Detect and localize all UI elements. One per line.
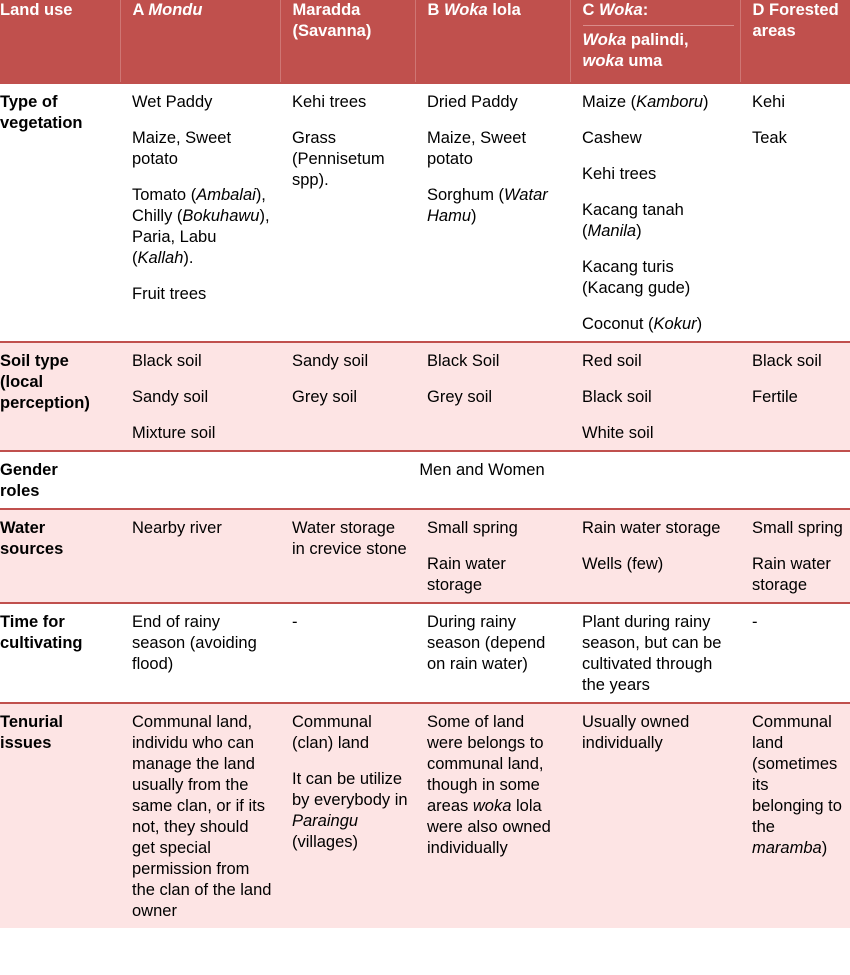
row-water	[0, 509, 850, 603]
cell-vegetation-maradda: Kehi trees Grass (Pennisetum spp).	[292, 93, 385, 189]
cell-tenure-maradda: Communal (clan) land It can be utilize by everybody in Paraingu (villages)	[292, 713, 408, 851]
header-row	[0, 0, 850, 83]
header-forested-areas: D Forested areas	[752, 1, 839, 40]
row-label-tenure: Tenurial issues	[0, 713, 63, 752]
cell-tenure-woka-lola: Some of land were belongs to communal land, though in some areas woka lola were also owned individually	[427, 713, 551, 857]
cell-time-woka: Plant during rainy season, but can be cultivated through the years	[582, 613, 722, 694]
cell-tenure-woka: Usually owned individually	[582, 713, 690, 752]
cell-water-woka-lola: Small spring Rain water storage	[427, 519, 518, 594]
header-woka: C Woka: Woka palindi, woka uma	[570, 0, 740, 83]
row-label-vegetation: Type of vegetation	[0, 93, 83, 132]
row-label-gender: Gender roles	[0, 461, 58, 500]
cell-soil-woka: Red soil Black soil White soil	[582, 352, 654, 442]
cell-vegetation-woka: Maize (Kamboru) Cashew Kehi trees Kacang tanah (Manila) Kacang turis (Kacang gude) Coconut (Kokur)	[582, 93, 709, 333]
cell-soil-woka-lola: Black Soil Grey soil	[427, 352, 500, 406]
cell-soil-forested: Black soil Fertile	[752, 352, 822, 406]
header-maradda: Maradda (Savanna)	[280, 0, 415, 83]
header-woka-subtitle: Woka palindi, woka uma	[583, 25, 734, 72]
cell-soil-mondu: Black soil Sandy soil Mixture soil	[132, 352, 216, 442]
cell-time-woka-lola: During rainy season (depend on rain water)	[427, 613, 546, 673]
cell-water-forested: Small spring Rain water storage	[752, 519, 843, 594]
header-woka-lola: B Woka lola	[415, 0, 570, 83]
row-time	[0, 603, 850, 703]
cell-vegetation-woka-lola: Dried Paddy Maize, Sweet potato Sorghum (Watar Hamu)	[427, 93, 548, 225]
cell-tenure-forested: Communal land (sometimes its belonging to the maramba)	[752, 713, 842, 857]
row-label-water: Water sources	[0, 519, 64, 558]
cell-vegetation-mondu: Wet Paddy Maize, Sweet potato Tomato (Ambalai), Chilly (Bokuhawu), Paria, Labu (Kallah). Fruit trees	[132, 93, 270, 303]
cell-water-mondu: Nearby river	[132, 519, 222, 537]
cell-water-maradda: Water storage in crevice stone	[292, 519, 407, 558]
row-tenure	[0, 703, 850, 928]
cell-water-woka: Rain water storage Wells (few)	[582, 519, 721, 573]
cell-time-mondu: End of rainy season (avoiding flood)	[132, 613, 257, 673]
row-gender	[0, 451, 850, 509]
cell-time-maradda: -	[292, 613, 298, 631]
cell-soil-maradda: Sandy soil Grey soil	[292, 352, 369, 406]
row-label-soil: Soil type (local perception)	[0, 352, 90, 412]
cell-gender-all: Men and Women	[419, 461, 545, 479]
row-vegetation	[0, 83, 850, 342]
row-soil	[0, 342, 850, 451]
header-mondu: A Mondu	[120, 0, 280, 83]
cell-vegetation-forested: Kehi Teak	[752, 93, 787, 147]
cell-tenure-mondu: Communal land, individu who can manage the land usually from the same clan, or if its not, they should get special permission from the clan of the land owner	[132, 713, 272, 920]
cell-time-forested: -	[752, 613, 758, 631]
row-label-time: Time for cultivating	[0, 613, 83, 652]
header-land-use: Land use	[0, 0, 120, 83]
